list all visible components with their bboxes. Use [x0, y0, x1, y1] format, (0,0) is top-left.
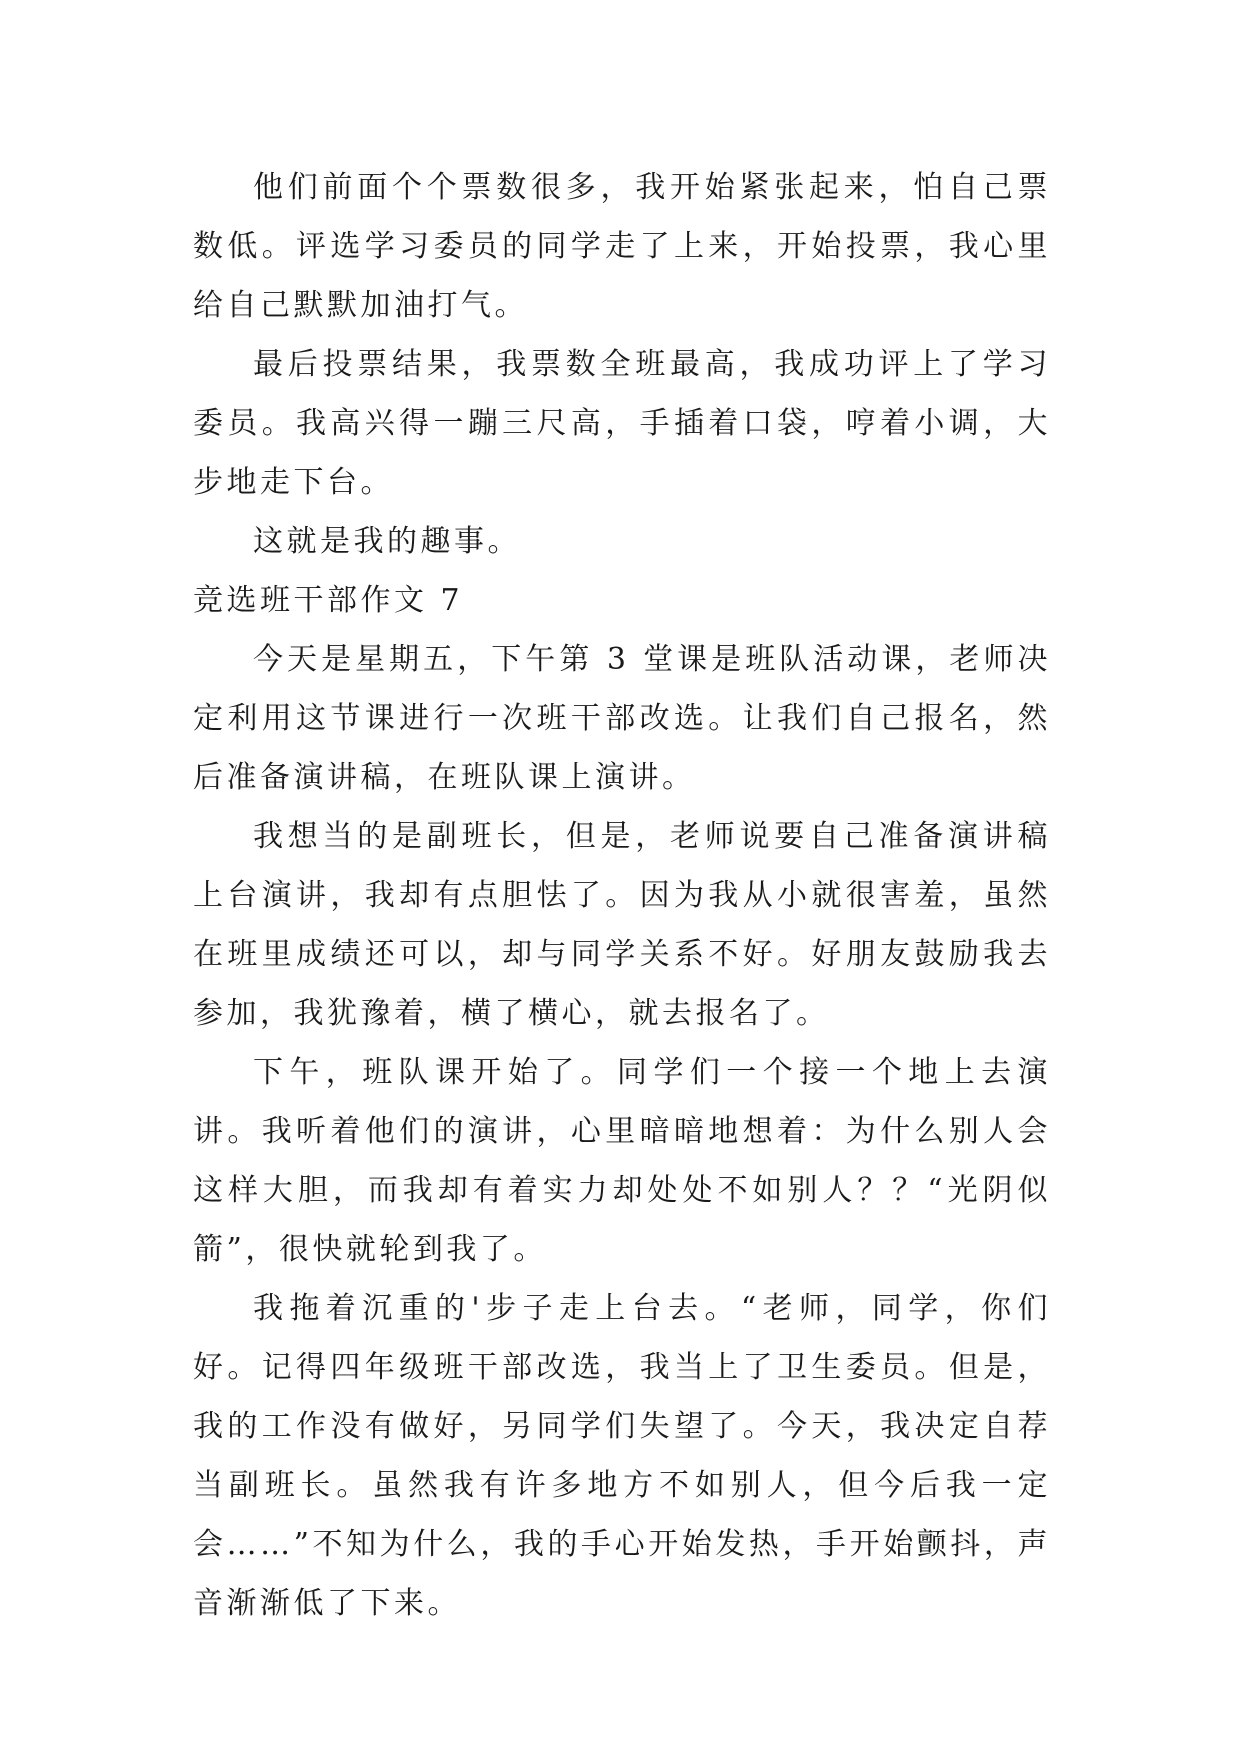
paragraph: 下午，班队课开始了。同学们一个接一个地上去演讲。我听着他们的演讲，心里暗暗地想着：为什么别人会这样大胆，而我却有着实力却处处不如别人？？“光阴似箭”，很快就轮到我了。	[193, 1055, 1051, 1267]
document-page	[193, 158, 1051, 1633]
paragraph: 这就是我的趣事。	[253, 524, 521, 559]
section-heading: 竞选班干部作文 7	[193, 583, 464, 618]
paragraph: 他们前面个个票数很多，我开始紧张起来，怕自己票数低。评选学习委员的同学走了上来，开始投票，我心里给自己默默加油打气。	[193, 170, 1051, 323]
paragraph: 我想当的是副班长，但是，老师说要自己准备演讲稿上台演讲，我却有点胆怯了。因为我从小就很害羞，虽然在班里成绩还可以，却与同学关系不好。好朋友鼓励我去参加，我犹豫着，横了横心，就去报名了。	[193, 819, 1051, 1031]
paragraph: 我拖着沉重的'步子走上台去。“老师，同学，你们好。记得四年级班干部改选，我当上了卫生委员。但是，我的工作没有做好，另同学们失望了。今天，我决定自荐当副班长。虽然我有许多地方不如别人，但今后我一定会……”不知为什么，我的手心开始发热，手开始颤抖，声音渐渐低了下来。	[193, 1291, 1051, 1621]
paragraph: 最后投票结果，我票数全班最高，我成功评上了学习委员。我高兴得一蹦三尺高，手插着口袋，哼着小调，大步地走下台。	[193, 347, 1051, 500]
paragraph: 今天是星期五，下午第 3 堂课是班队活动课，老师决定利用这节课进行一次班干部改选。让我们自己报名，然后准备演讲稿，在班队课上演讲。	[193, 642, 1051, 795]
